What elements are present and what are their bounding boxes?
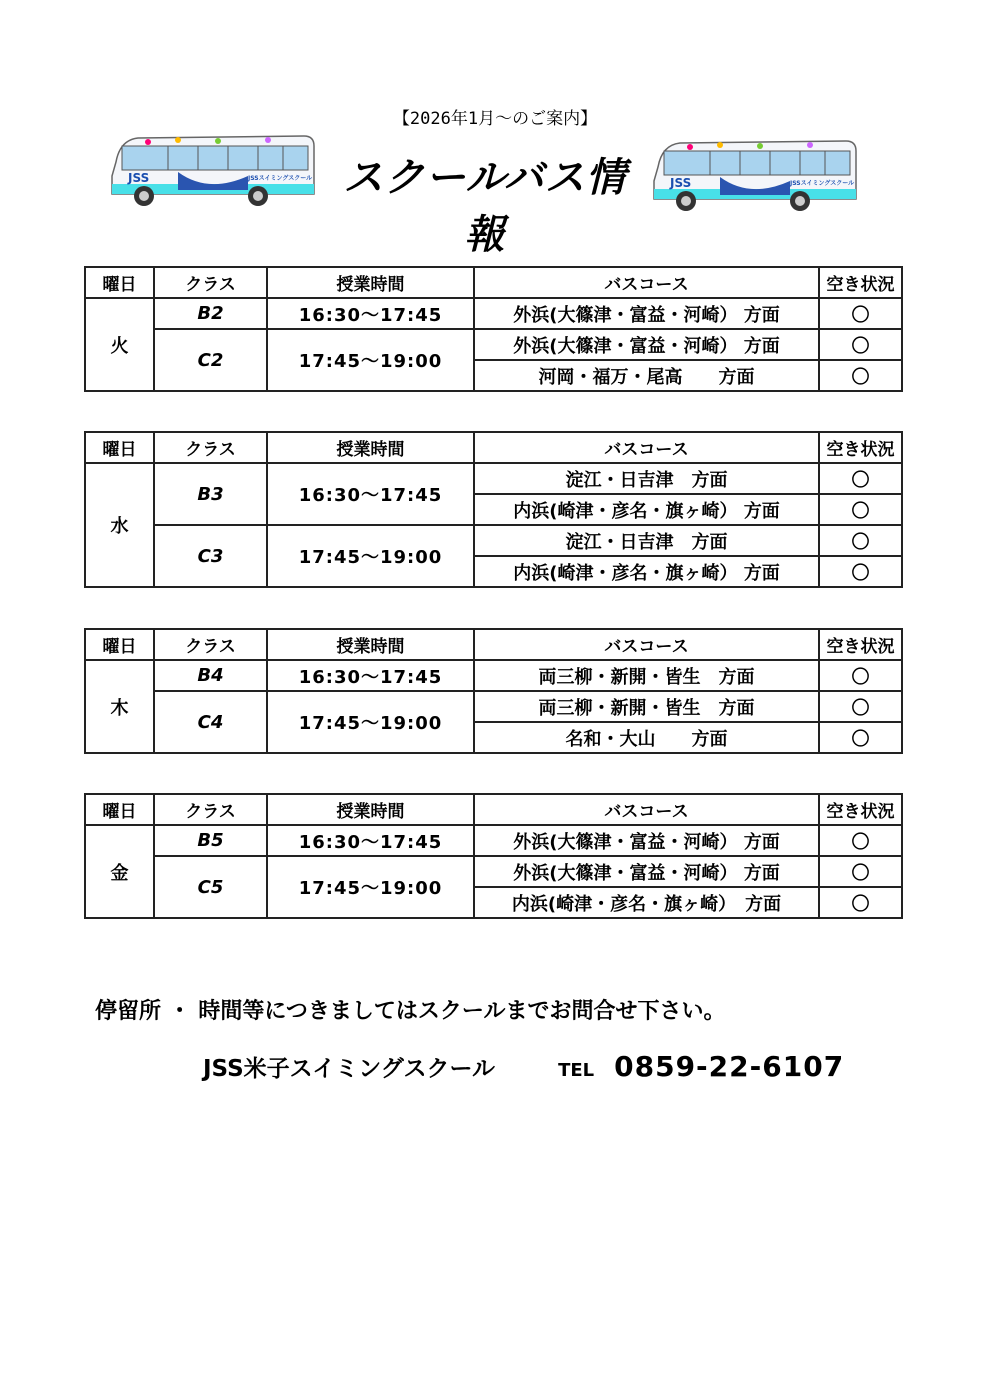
availability-cell: 〇 [819,298,902,329]
inquiry-notice: 停留所 ・ 時間等につきましてはスクールまでお問合せ下さい。 [95,999,726,1024]
availability-cell: 〇 [819,691,902,722]
schedule-table [84,431,903,588]
table-row [85,856,902,887]
class-cell: C3 [154,525,267,587]
table-row [85,825,902,856]
header-day: 曜日 [85,629,154,660]
day-cell: 火 [85,298,154,391]
table-header-row [85,794,902,825]
contact-info [203,1050,844,1083]
header-class: クラス [154,629,267,660]
time-cell: 17:45～19:00 [267,856,474,918]
time-cell: 17:45～19:00 [267,691,474,753]
school-bus-illustration-right [650,137,860,215]
class-cell: C5 [154,856,267,918]
time-cell: 16:30～17:45 [267,825,474,856]
header-course: バスコース [474,629,819,660]
course-cell: 内浜(崎津・彦名・旗ヶ崎） 方面 [474,887,819,918]
header-class: クラス [154,267,267,298]
availability-cell: 〇 [819,329,902,360]
table-header-row [85,267,902,298]
day-cell: 木 [85,660,154,753]
availability-cell: 〇 [819,856,902,887]
page-title: スクールバス情報 [343,155,627,258]
svg-text:JSS: JSS [670,176,692,190]
header-time: 授業時間 [267,267,474,298]
availability-cell: 〇 [819,825,902,856]
school-name: JSS米子スイミングスクール [203,1056,496,1082]
header-class: クラス [154,432,267,463]
svg-text:JSS: JSS [128,171,150,185]
class-cell: C4 [154,691,267,753]
svg-text:JSSスイミングスクール: JSSスイミングスクール [790,180,855,187]
course-cell: 淀江・日吉津 方面 [474,525,819,556]
table-row [85,329,902,360]
header-class: クラス [154,794,267,825]
time-cell: 16:30～17:45 [267,660,474,691]
header-day: 曜日 [85,267,154,298]
day-cell: 水 [85,463,154,587]
time-cell: 16:30～17:45 [267,298,474,329]
table-row [85,525,902,556]
availability-cell: 〇 [819,887,902,918]
header-day: 曜日 [85,794,154,825]
availability-cell: 〇 [819,463,902,494]
time-cell: 17:45～19:00 [267,329,474,391]
schedule-table [84,628,903,754]
header-availability: 空き状況 [819,629,902,660]
notice-subtitle: 【2026年1月～のご案内】 [392,109,598,129]
table-header-row [85,432,902,463]
header-time: 授業時間 [267,629,474,660]
school-bus-illustration-left [108,132,318,210]
availability-cell: 〇 [819,494,902,525]
header-time: 授業時間 [267,432,474,463]
schedule-table [84,266,903,392]
header-availability: 空き状況 [819,794,902,825]
class-cell: C2 [154,329,267,391]
tel-label: TEL [558,1060,595,1081]
course-cell: 名和・大山 方面 [474,722,819,753]
availability-cell: 〇 [819,556,902,587]
class-cell: B3 [154,463,267,525]
header-course: バスコース [474,794,819,825]
course-cell: 外浜(大篠津・富益・河崎） 方面 [474,298,819,329]
table-row [85,691,902,722]
table-row [85,298,902,329]
table-header-row [85,629,902,660]
day-cell: 金 [85,825,154,918]
course-cell: 河岡・福万・尾高 方面 [474,360,819,391]
course-cell: 外浜(大篠津・富益・河崎） 方面 [474,825,819,856]
availability-cell: 〇 [819,722,902,753]
schedule-table [84,793,903,919]
header-course: バスコース [474,267,819,298]
course-cell: 両三柳・新開・皆生 方面 [474,691,819,722]
table-row [85,660,902,691]
course-cell: 淀江・日吉津 方面 [474,463,819,494]
header-day: 曜日 [85,432,154,463]
course-cell: 内浜(崎津・彦名・旗ヶ崎） 方面 [474,556,819,587]
header-time: 授業時間 [267,794,474,825]
class-cell: B4 [154,660,267,691]
header-availability: 空き状況 [819,267,902,298]
svg-text:JSSスイミングスクール: JSSスイミングスクール [248,175,313,182]
table-row [85,463,902,494]
availability-cell: 〇 [819,360,902,391]
course-cell: 両三柳・新開・皆生 方面 [474,660,819,691]
course-cell: 外浜(大篠津・富益・河崎） 方面 [474,329,819,360]
time-cell: 16:30～17:45 [267,463,474,525]
availability-cell: 〇 [819,525,902,556]
tel-number: 0859-22-6107 [614,1050,845,1083]
course-cell: 外浜(大篠津・富益・河崎） 方面 [474,856,819,887]
availability-cell: 〇 [819,660,902,691]
class-cell: B5 [154,825,267,856]
class-cell: B2 [154,298,267,329]
time-cell: 17:45～19:00 [267,525,474,587]
course-cell: 内浜(崎津・彦名・旗ヶ崎） 方面 [474,494,819,525]
header-availability: 空き状況 [819,432,902,463]
header-course: バスコース [474,432,819,463]
